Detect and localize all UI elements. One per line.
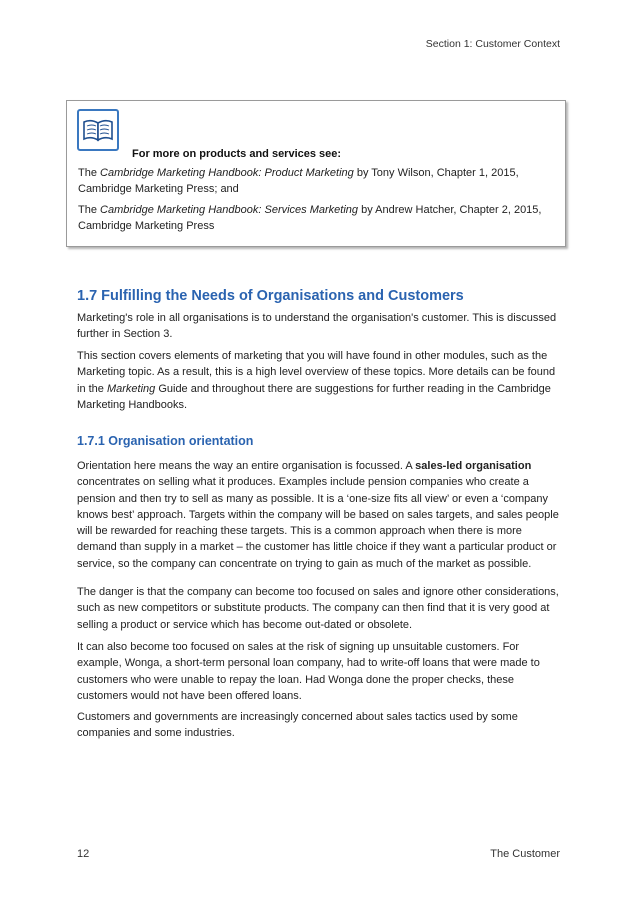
book-title: Cambridge Marketing Handbook: Product Marketing: [100, 167, 354, 179]
key-term: sales-led organisation: [415, 460, 532, 472]
body-paragraph: It can also become too focused on sales at the risk of signing up unsuitable customers. For example, Wonga, a short-term personal loan company, had to write-off loans that were made to customers who were unable to repay the loan. Had Wonga done the proper checks, these customers would not have been offered loans.: [77, 641, 540, 702]
reference-product-marketing: The Cambridge Marketing Handbook: Product Marketing by Tony Wilson, Chapter 1, 2015, Cambridge Marketing Press; and: [78, 167, 519, 195]
footer-title: The Customer: [490, 848, 560, 860]
reference-services-marketing: The Cambridge Marketing Handbook: Services Marketing by Andrew Hatcher, Chapter 2, 2015, Cambridge Marketing Press: [78, 204, 542, 232]
body-paragraph: Marketing's role in all organisations is to understand the organisation's customer. This is discussed further in Section 3.: [77, 312, 557, 341]
book-title: Cambridge Marketing Handbook: Services Marketing: [100, 204, 359, 216]
book-icon: [77, 109, 119, 151]
body-paragraph: The danger is that the company can become too focused on sales and ignore other considerations, such as new competitors or substitute products. The company can then find that it is very good at selling a product or service which has become out-dated or obsolete.: [77, 586, 559, 631]
running-header: Section 1: Customer Context: [425, 38, 560, 50]
page-number: 12: [77, 848, 90, 860]
body-paragraph: Customers and governments are increasingly concerned about sales tactics used by some companies and some industries.: [77, 711, 518, 740]
further-reading-callout: [66, 100, 566, 247]
section-heading: 1.7 Fulfilling the Needs of Organisations and Customers: [77, 288, 464, 304]
subsection-heading: 1.7.1 Organisation orientation: [77, 434, 254, 448]
body-paragraph: This section covers elements of marketing that you will have found in other modules, such as the Marketing topic. As a result, this is a high level overview of these topics. More details can be found in the Marketing Guide and throughout there are suggestions for further reading in the Cambridge Marketing Handbooks.: [77, 350, 556, 411]
body-paragraph: Orientation here means the way an entire organisation is focussed. A sales-led organisation concentrates on selling what it produces. Examples include pension companies who create a pension and then try to sell as many as possible. It is a ‘one-size fits all view’ or even a ‘company knows best’ approach. Targets within the company will be based on sales targets, and sales people will be rewarded for reaching these targets. This is a common approach when there is more demand than supply in a market – the customer has little choice if they want a particular product or service, so the company can concentrate on trying to gain as much of the market as possible.: [77, 460, 559, 570]
callout-title: For more on products and services see:: [132, 148, 342, 160]
